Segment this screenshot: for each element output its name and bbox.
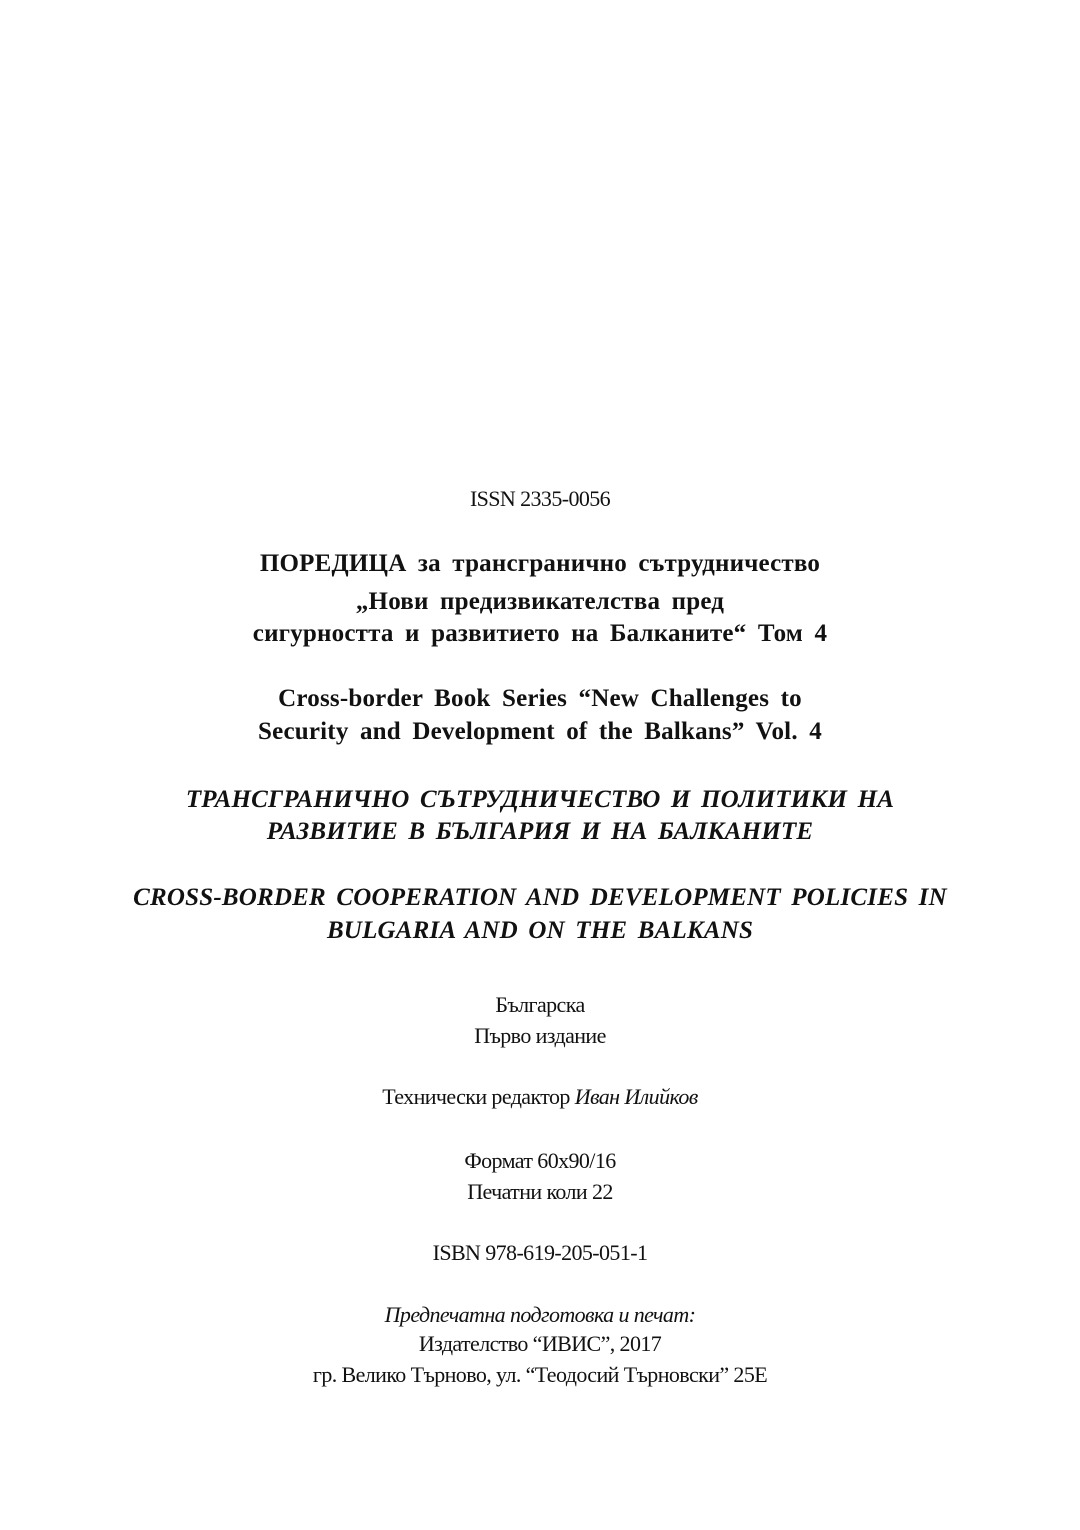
publisher: Издателство “ИВИС”, 2017	[418, 1331, 662, 1356]
isbn: ISBN 978-619-205-051-1	[432, 1240, 648, 1265]
issn: ISSN 2335-0056	[469, 486, 611, 511]
book-format: Формат 60x90/16	[464, 1148, 616, 1173]
technical-editor	[0, 1084, 1080, 1110]
book-title-bg-line-1: ТРАНСГРАНИЧНО СЪТРУДНИЧЕСТВО И ПОЛИТИКИ НА	[185, 786, 895, 813]
series-en-line-1: Cross-border Book Series “New Challenges to	[278, 685, 802, 712]
series-bg-line-2: „Нови предизвикателства пред	[355, 588, 725, 615]
book-title-bg-line-2: РАЗВИТИЕ В БЪЛГАРИЯ И НА БАЛКАНИТЕ	[266, 818, 814, 845]
series-bg-line-1: ПОРЕДИЦА за трансгранично сътрудничество	[259, 550, 821, 577]
printed-sheets: Печатни коли 22	[467, 1179, 613, 1204]
edition-language: Българска	[495, 992, 585, 1017]
technical-editor-label: Технически редактор	[382, 1084, 570, 1109]
edition-number: Първо издание	[474, 1023, 606, 1048]
book-title-en-line-2: BULGARIA AND ON THE BALKANS	[326, 917, 754, 944]
series-bg-line-3: сигурността и развитието на Балканите“ Том 4	[252, 620, 828, 647]
series-en-line-2: Security and Development of the Balkans” Vol. 4	[258, 718, 822, 745]
printing-label: Предпечатна подготовка и печат:	[384, 1302, 696, 1327]
technical-editor-name: Иван Илийков	[574, 1084, 698, 1109]
book-title-en-line-1: CROSS-BORDER COOPERATION AND DEVELOPMENT POLICIES IN	[133, 884, 947, 911]
publisher-address: гр. Велико Търново, ул. “Теодосий Търновски” 25Е	[312, 1362, 768, 1387]
